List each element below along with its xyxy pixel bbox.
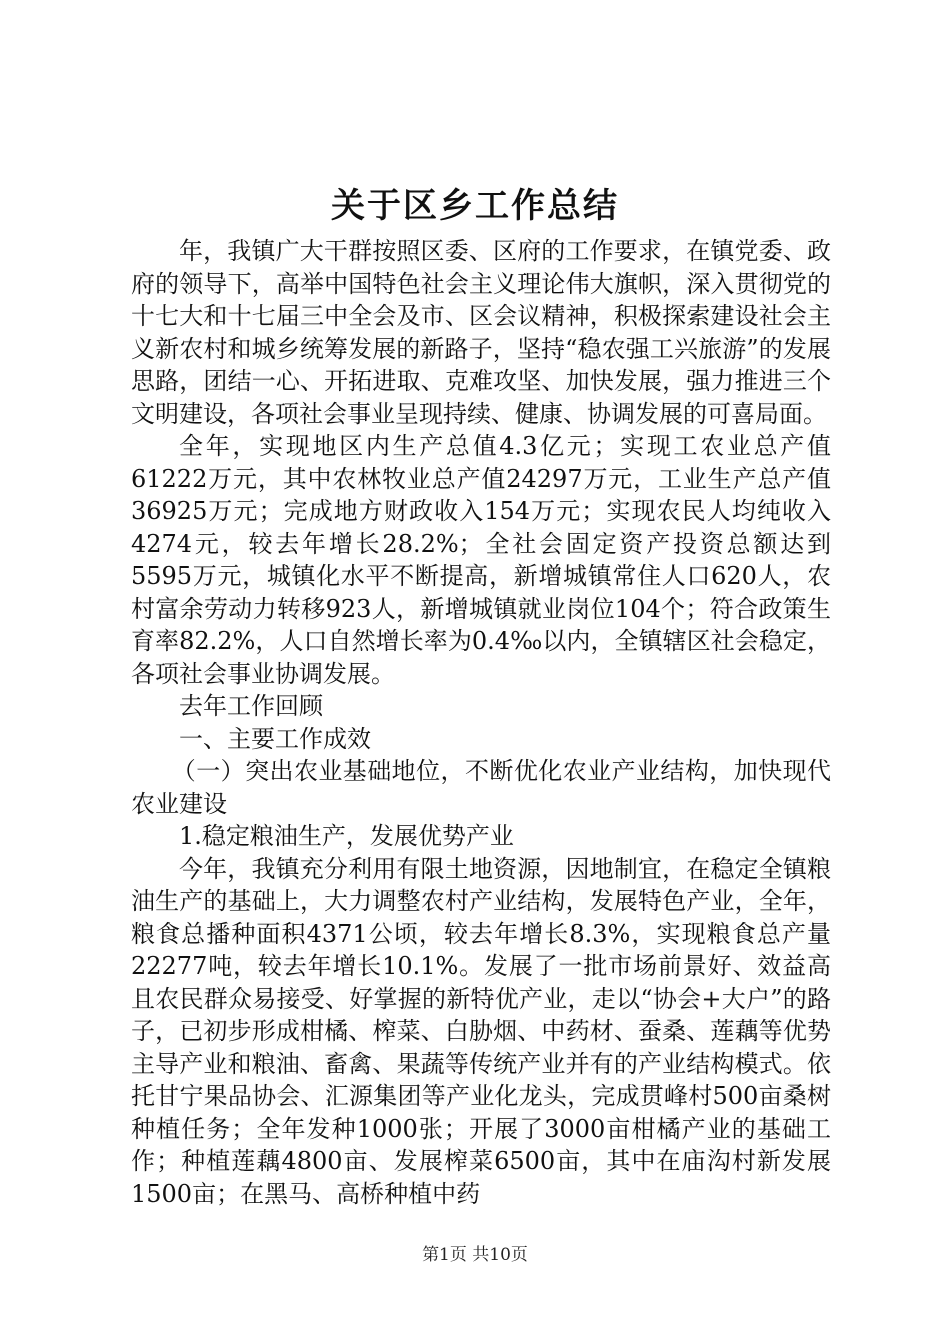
- page-footer: 第1页 共10页: [422, 1245, 528, 1265]
- paragraph-intro: 年，我镇广大干群按照区委、区府的工作要求，在镇党委、政府的领导下，高举中国特色社会主义理论伟大旗帜，深入贯彻党的十七大和十七届三中全会及市、区会议精神，积极探索建设社会主义新农村和城乡统筹发展的新路子，坚持“稳农强工兴旅游”的发展思路，团结一心、开拓进取、克难攻坚、加快发展，强力推进三个文明建设，各项社会事业呈现持续、健康、协调发展的可喜局面。: [131, 237, 831, 428]
- heading-main-results: 一、主要工作成效: [179, 724, 371, 753]
- paragraph-annual-figures: 全年，实现地区内生产总值4.3亿元；实现工农业总产值61222万元，其中农林牧业总产值24297万元，工业生产总产值36925万元；完成地方财政收入154万元；实现农民人均纯收入4274元，较去年增长28.2%；全社会固定资产投资总额达到5595万元，城镇化水平不断提高，新增城镇常住人口620人，农村富余劳动力转移923人，新增城镇就业岗位104个；符合政策生育率82.2%，人口自然增长率为0.4‰以内，全镇辖区社会稳定，各项社会事业协调发展。: [131, 432, 831, 688]
- heading-subsection-one: 1.稳定粮油生产，发展优势产业: [179, 822, 514, 850]
- heading-section-one: （一）突出农业基础地位，不断优化农业产业结构，加快现代农业建设: [131, 757, 831, 818]
- document-body: [131, 235, 831, 1210]
- heading-review: 去年工作回顾: [179, 692, 323, 720]
- document-title: 关于区乡工作总结: [331, 186, 619, 226]
- paragraph-grain-oil: 今年，我镇充分利用有限土地资源，因地制宜，在稳定全镇粮油生产的基础上，大力调整农村产业结构，发展特色产业，全年，粮食总播种面积4371公顷，较去年增长8.3%，实现粮食总产量22277吨，较去年增长10.1%。发展了一批市场前景好、效益高且农民群众易接受、好掌握的新特优产业，走以“协会+大户”的路子，已初步形成柑橘、榨菜、白胁烟、中药材、蚕桑、莲藕等优势主导产业和粮油、畜禽、果蔬等传统产业并有的产业结构模式。依托甘宁果品协会、汇源集团等产业化龙头，完成贯峰村500亩桑树种植任务；全年发种1000张；开展了3000亩柑橘产业的基础工作；种植莲藕4800亩、发展榨菜6500亩，其中在庙沟村新发展1500亩；在黑马、高桥种植中药: [131, 854, 831, 1208]
